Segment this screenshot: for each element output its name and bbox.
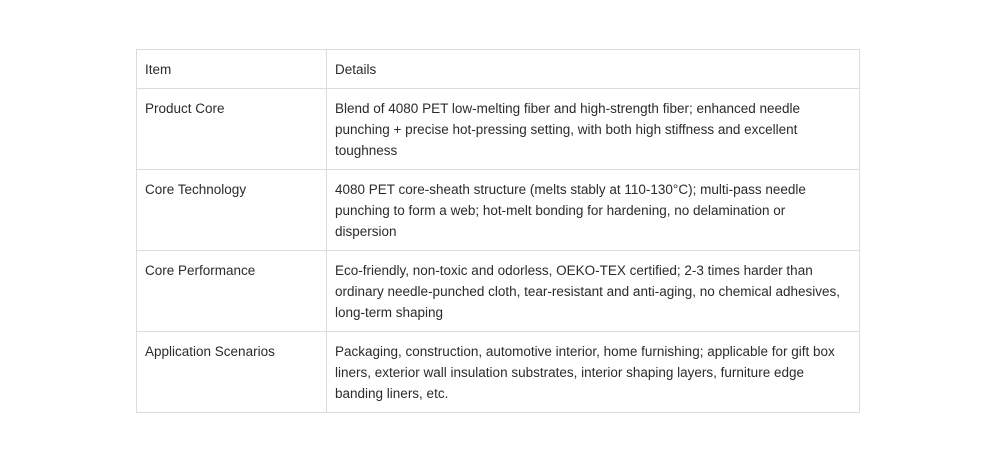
product-info-table-container <box>136 49 859 413</box>
row-details-cell: 4080 PET core-sheath structure (melts stably at 110-130°C); multi-pass needle punching to form a web; hot-melt bonding for hardening, no delamination or dispersion <box>327 170 860 251</box>
row-item-cell: Product Core <box>137 89 327 170</box>
row-item-cell: Core Technology <box>137 170 327 251</box>
row-item-cell: Application Scenarios <box>137 332 327 413</box>
table-row <box>137 170 860 251</box>
table-row <box>137 332 860 413</box>
table-row <box>137 251 860 332</box>
product-info-table <box>136 49 860 413</box>
table-row <box>137 89 860 170</box>
table-header-row <box>137 50 860 89</box>
header-item: Item <box>137 50 327 89</box>
header-details: Details <box>327 50 860 89</box>
row-item-cell: Core Performance <box>137 251 327 332</box>
row-details-cell: Packaging, construction, automotive interior, home furnishing; applicable for gift box liners, exterior wall insulation substrates, interior shaping layers, furniture edge banding liners, etc. <box>327 332 860 413</box>
row-details-cell: Eco-friendly, non-toxic and odorless, OEKO-TEX certified; 2-3 times harder than ordinary needle-punched cloth, tear-resistant and anti-aging, no chemical adhesives, long-term shaping <box>327 251 860 332</box>
row-details-cell: Blend of 4080 PET low-melting fiber and high-strength fiber; enhanced needle punching + precise hot-pressing setting, with both high stiffness and excellent toughness <box>327 89 860 170</box>
